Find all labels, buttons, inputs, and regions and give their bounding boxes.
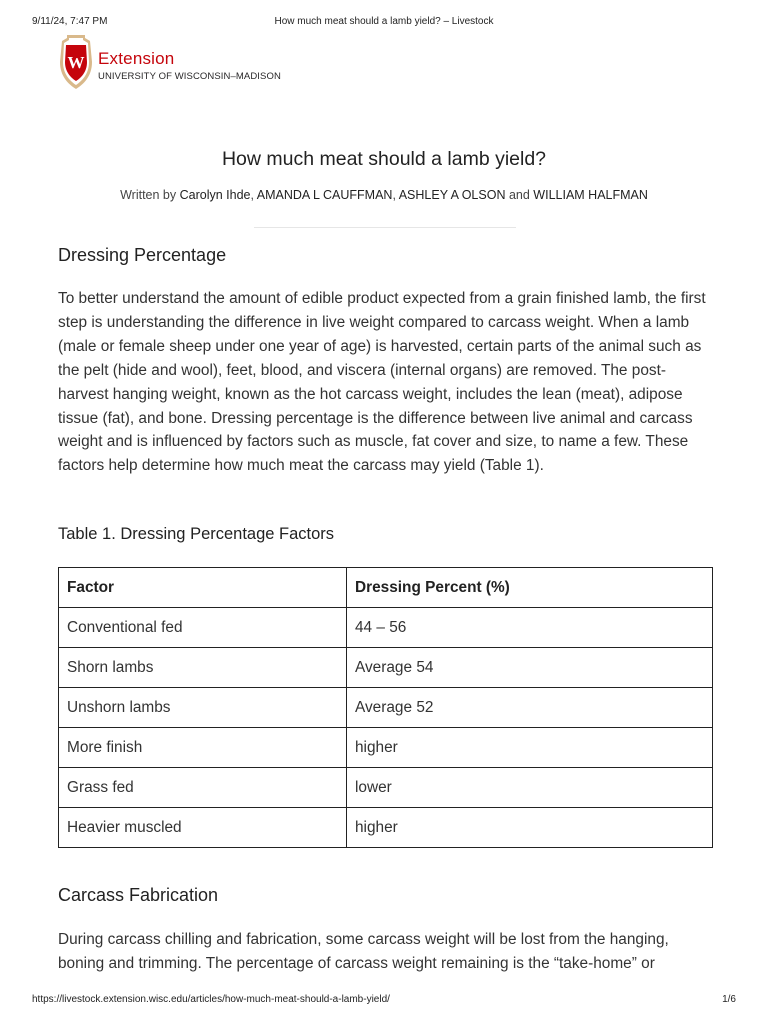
byline bbox=[0, 188, 768, 202]
title-divider bbox=[254, 227, 516, 228]
table-row bbox=[59, 768, 713, 808]
byline-separator: , bbox=[250, 188, 257, 202]
university-name: UNIVERSITY OF WISCONSIN–MADISON bbox=[98, 71, 281, 82]
percent-cell: lower bbox=[347, 768, 713, 808]
table-header-row bbox=[59, 568, 713, 608]
byline-separator: , bbox=[392, 188, 399, 202]
author-link[interactable]: AMANDA L CAUFFMAN bbox=[256, 188, 393, 202]
print-footer bbox=[32, 994, 736, 1008]
section-heading-carcass-fabrication: Carcass Fabrication bbox=[58, 885, 219, 905]
table-row bbox=[59, 728, 713, 768]
percent-cell: Average 52 bbox=[347, 688, 713, 728]
print-doc-title: How much meat should a lamb yield? – Livestock bbox=[274, 16, 494, 27]
percent-cell: higher bbox=[347, 728, 713, 768]
print-header bbox=[32, 16, 736, 30]
table-row bbox=[59, 608, 713, 648]
table-row bbox=[59, 648, 713, 688]
factor-cell: More finish bbox=[59, 728, 347, 768]
uw-crest-icon bbox=[58, 34, 94, 90]
crest-letter: W bbox=[67, 53, 85, 72]
author-link[interactable]: Carolyn Ihde bbox=[179, 188, 251, 202]
table-row bbox=[59, 808, 713, 848]
author-link[interactable]: ASHLEY A OLSON bbox=[398, 188, 506, 202]
section-heading-dressing-percentage: Dressing Percentage bbox=[58, 245, 227, 265]
byline-prefix: Written by bbox=[120, 188, 177, 202]
print-url: https://livestock.extension.wisc.edu/articles/how-much-meat-should-a-lamb-yield/ bbox=[32, 994, 390, 1005]
table-caption: Table 1. Dressing Percentage Factors bbox=[58, 525, 335, 543]
dressing-percentage-paragraph: To better understand the amount of edible product expected from a grain finished lamb, the first step is understanding the difference in live weight compared to carcass weight. When a lamb (male or female sheep under one year of age) is harvested, certain parts of the animal such as the pelt (hide and wool), feet, blood, and viscera (internal organs) are removed. The post-harvest hanging weight, known as the hot carcass weight, includes the lean (meat), adipose tissue (fat), and bone. Dressing percentage is the difference between live animal and carcass weight and is influenced by factors such as muscle, fat cover and size, to name a few. These factors help determine how much meat the carcass may yield (Table 1). bbox=[58, 290, 706, 475]
column-header-factor: Factor bbox=[59, 568, 347, 608]
print-datetime: 9/11/24, 7:47 PM bbox=[32, 16, 108, 27]
column-header-dressing-percent: Dressing Percent (%) bbox=[347, 568, 713, 608]
percent-cell: 44 – 56 bbox=[347, 608, 713, 648]
article-title: How much meat should a lamb yield? bbox=[221, 148, 547, 170]
extension-name: Extension bbox=[98, 49, 175, 68]
factor-cell: Heavier muscled bbox=[59, 808, 347, 848]
factor-cell: Shorn lambs bbox=[59, 648, 347, 688]
byline-and: and bbox=[505, 188, 534, 202]
carcass-fabrication-paragraph: During carcass chilling and fabrication, some carcass weight will be lost from the hanging, boning and trimming. The percentage of carcass weight remaining is the “take-home” or bbox=[58, 931, 669, 972]
factor-cell: Grass fed bbox=[59, 768, 347, 808]
percent-cell: Average 54 bbox=[347, 648, 713, 688]
author-link[interactable]: WILLIAM HALFMAN bbox=[533, 188, 648, 202]
dressing-percentage-table bbox=[58, 567, 713, 848]
extension-logo[interactable] bbox=[58, 34, 288, 92]
percent-cell: higher bbox=[347, 808, 713, 848]
table-row bbox=[59, 688, 713, 728]
page-number: 1/6 bbox=[722, 994, 736, 1005]
factor-cell: Unshorn lambs bbox=[59, 688, 347, 728]
factor-cell: Conventional fed bbox=[59, 608, 347, 648]
